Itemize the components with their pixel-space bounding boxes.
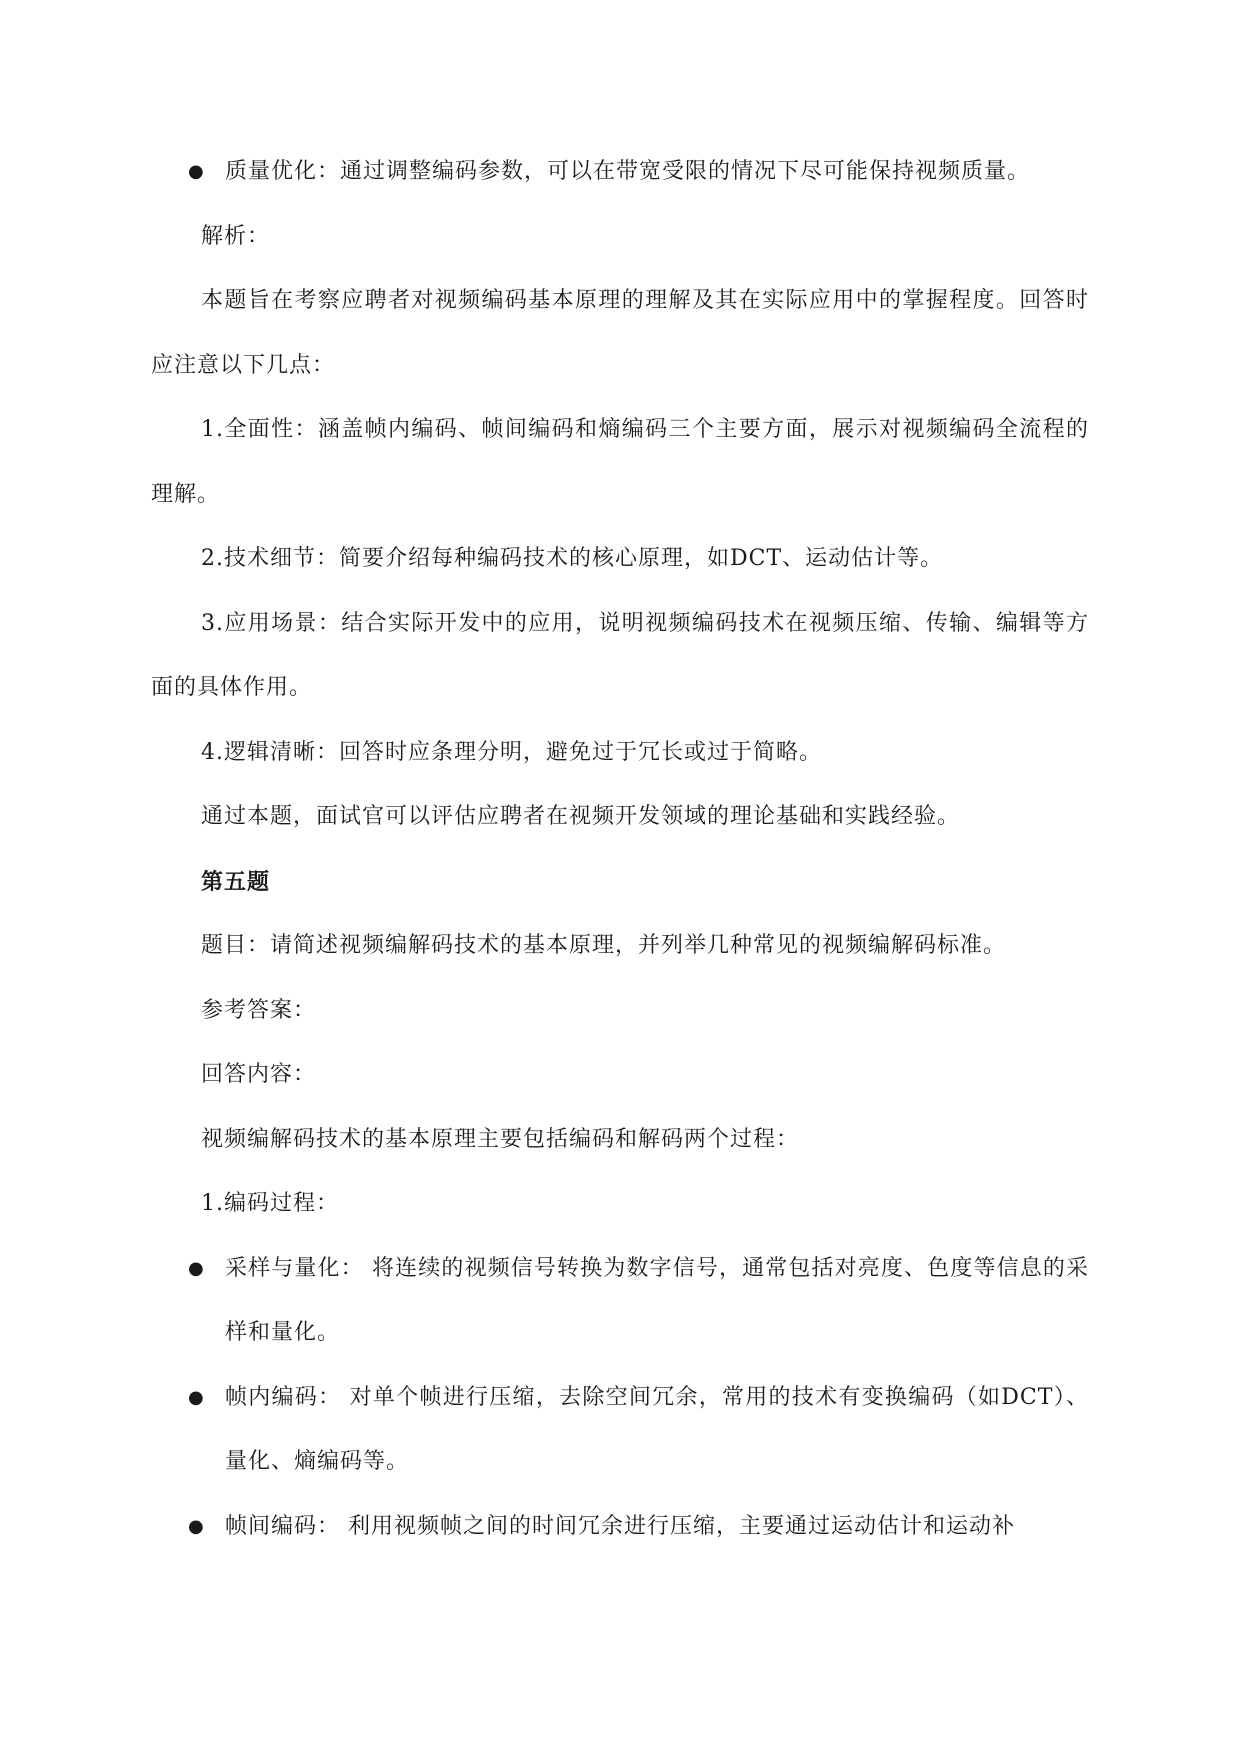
analysis-conclusion: 通过本题，面试官可以评估应聘者在视频开发领域的理论基础和实践经验。 (201, 804, 961, 829)
bullet-text: 帧间编码： 利用视频帧之间的时间冗余进行压缩，主要通过运动估计和运动补 (225, 1513, 1015, 1539)
analysis-intro: 本题旨在考察应聘者对视频编码基本原理的理解及其在实际应用中的掌握程度。回答时应注意以下几点： (151, 288, 1089, 378)
bullet-text: 质量优化：通过调整编码参数，可以在带宽受限的情况下尽可能保持视频质量。 (225, 159, 1031, 184)
bullet-dot-icon: ● (188, 1386, 205, 1408)
point-comprehensiveness: 1.全面性：涵盖帧内编码、帧间编码和熵编码三个主要方面，展示对视频编码全流程的理解。 (151, 417, 1089, 507)
bullet-dot-icon: ● (188, 161, 205, 182)
answer-intro: 视频编解码技术的基本原理主要包括编码和解码两个过程： (201, 1126, 800, 1152)
reference-answer-label: 参考答案： (201, 997, 317, 1023)
point-application-scenarios: 3.应用场景：结合实际开发中的应用，说明视频编码技术在视频压缩、传输、编辑等方面的具体作用。 (151, 610, 1089, 700)
question-text: 题目：请简述视频编解码技术的基本原理，并列举几种常见的视频编解码标准。 (201, 933, 1007, 958)
bullet-item-inter-frame-coding (151, 1495, 1089, 1560)
bullet-item-sampling-quantization (151, 1237, 1089, 1366)
answer-content-label: 回答内容： (201, 1062, 317, 1087)
bullet-item-quality-optimization (151, 140, 1089, 205)
bullet-text: 帧内编码： 对单个帧进行压缩，去除空间冗余，常用的技术有变换编码（如DCT）、量化、熵编码等。 (225, 1384, 1089, 1474)
document-body (151, 140, 1089, 1559)
bullet-dot-icon: ● (188, 1515, 205, 1537)
point-logical-clarity: 4.逻辑清晰：回答时应条理分明，避免过于冗长或过于简略。 (201, 739, 822, 765)
analysis-label: 解析： (201, 223, 271, 249)
point-technical-details: 2.技术细节：简要介绍每种编码技术的核心原理，如DCT、运动估计等。 (201, 546, 944, 571)
encoding-process-heading: 1.编码过程： (201, 1191, 339, 1216)
question-five-heading: 第五题 (201, 868, 271, 895)
bullet-text: 采样与量化： 将连续的视频信号转换为数字信号，通常包括对亮度、色度等信息的采样和量化。 (225, 1255, 1089, 1345)
bullet-item-intra-frame-coding (151, 1366, 1089, 1495)
bullet-dot-icon: ● (188, 1257, 205, 1279)
